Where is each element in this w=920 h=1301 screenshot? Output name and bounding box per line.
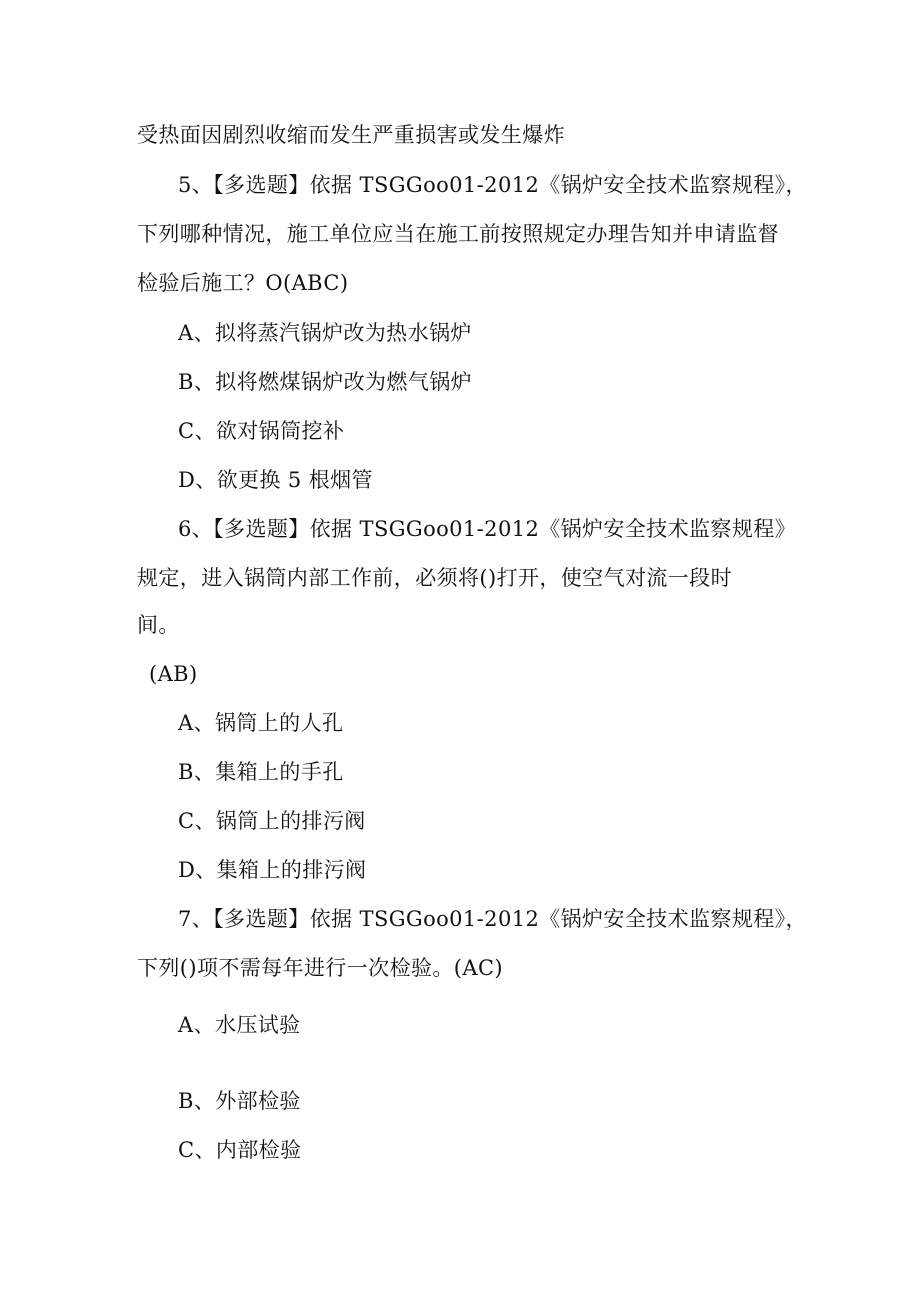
- question-5-option-c: C、欲对锅筒挖补: [178, 419, 345, 443]
- question-6-option-d: D、集箱上的排污阀: [178, 858, 367, 882]
- question-6-text-line-3: 间。: [137, 613, 180, 637]
- question-6-option-b: B、集箱上的手孔: [178, 760, 344, 784]
- question-6-option-a: A、锅筒上的人孔: [178, 711, 344, 735]
- question-7-title: 7、【多选题】依据 TSGGoo01-2012《锅炉安全技术监察规程》，: [178, 907, 807, 931]
- question-6-answer: (AB): [149, 662, 198, 686]
- question-5-title: 5、【多选题】依据 TSGGoo01-2012《锅炉安全技术监察规程》，: [178, 173, 807, 197]
- question-5-text-line-3: 检验后施工？O(ABC): [137, 271, 349, 295]
- question-6-title: 6、【多选题】依据 TSGGoo01-2012《锅炉安全技术监察规程》: [178, 517, 797, 541]
- question-5-option-b: B、拟将燃煤锅炉改为燃气锅炉: [178, 370, 473, 394]
- question-7-text-line-2: 下列()项不需每年进行一次检验。(AC): [137, 956, 504, 980]
- question-7-option-a: A、水压试验: [178, 1013, 301, 1037]
- question-6-option-c: C、锅筒上的排污阀: [178, 809, 366, 833]
- question-5-text-line-2: 下列哪种情况，施工单位应当在施工前按照规定办理告知并申请监督: [137, 222, 779, 246]
- question-6-text-line-2: 规定，进入锅筒内部工作前，必须将()打开，使空气对流一段时: [137, 566, 732, 590]
- question-5-option-d: D、欲更换 5 根烟管: [178, 468, 373, 492]
- text-line-q4-tail: 受热面因剧烈收缩而发生严重损害或发生爆炸: [137, 123, 565, 147]
- question-5-option-a: A、拟将蒸汽锅炉改为热水锅炉: [178, 321, 472, 345]
- question-7-option-b: B、外部检验: [178, 1089, 301, 1113]
- question-7-option-c: C、内部检验: [178, 1138, 302, 1162]
